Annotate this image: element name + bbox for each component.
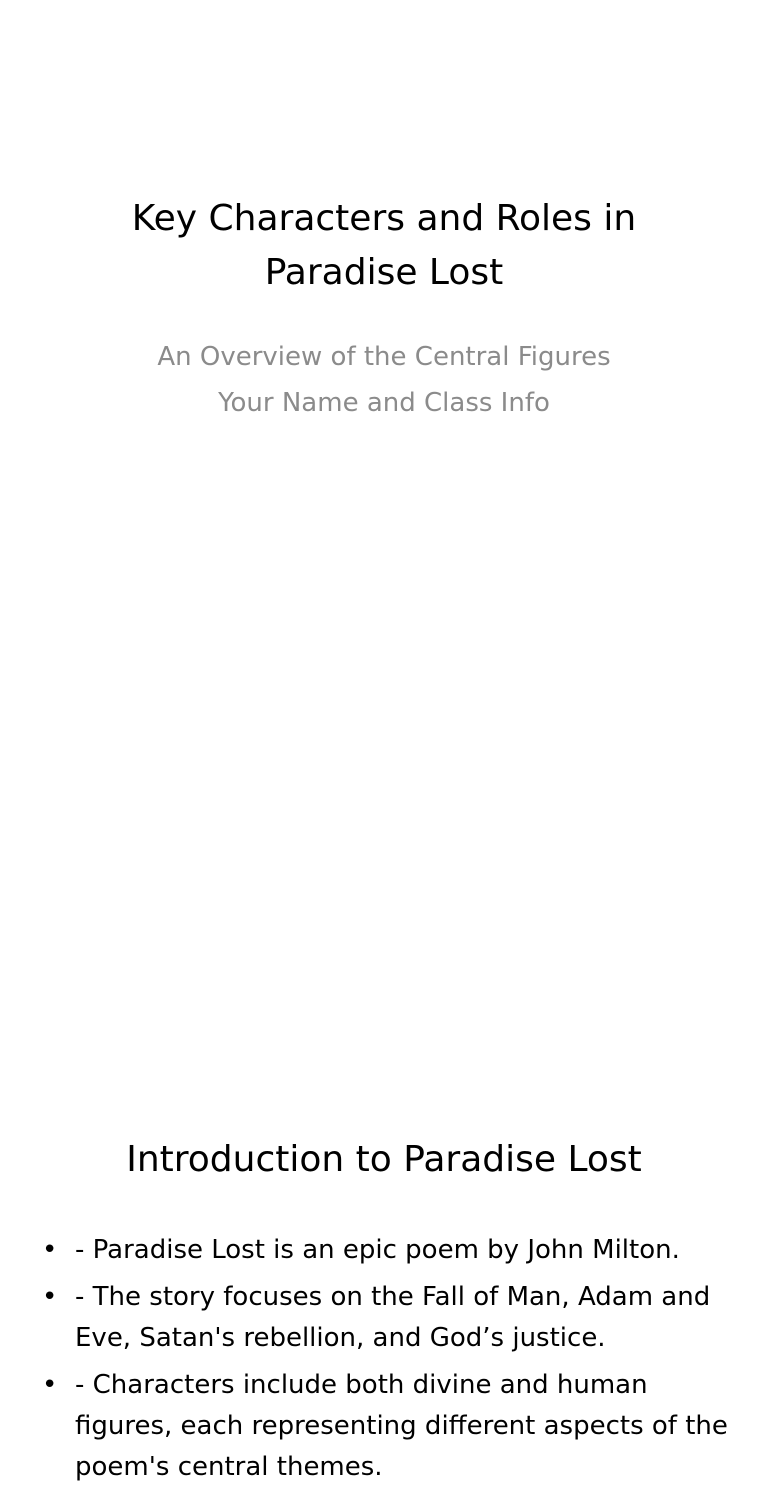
title-slide xyxy=(0,0,768,512)
bullet-text: - Paradise Lost is an epic poem by John Milton. xyxy=(75,1235,680,1265)
bullet-text: - The story focuses on the Fall of Man, Adam and Eve, Satan's rebellion, and God’s justice. xyxy=(75,1282,711,1353)
bullet-icon: • xyxy=(42,1370,58,1400)
bullet-text: - Characters include both divine and human figures, each representing different aspects of the poem's central themes. xyxy=(75,1370,728,1482)
slide-title: Key Characters and Roles in Paradise Lost xyxy=(131,198,637,293)
bullet-icon: • xyxy=(42,1235,58,1265)
bullet-icon: • xyxy=(42,1282,58,1312)
bullet-item xyxy=(38,1277,728,1359)
bullet-list xyxy=(38,1230,728,1494)
introduction-slide xyxy=(0,512,768,1482)
slide-subtitle xyxy=(84,334,684,426)
bullet-item xyxy=(38,1230,728,1271)
subtitle-line-overview: An Overview of the Central Figures xyxy=(157,342,611,372)
subtitle-line-name-class: Your Name and Class Info xyxy=(218,388,550,418)
bullet-item xyxy=(38,1365,728,1488)
slide-title: Introduction to Paradise Lost xyxy=(126,1139,642,1180)
